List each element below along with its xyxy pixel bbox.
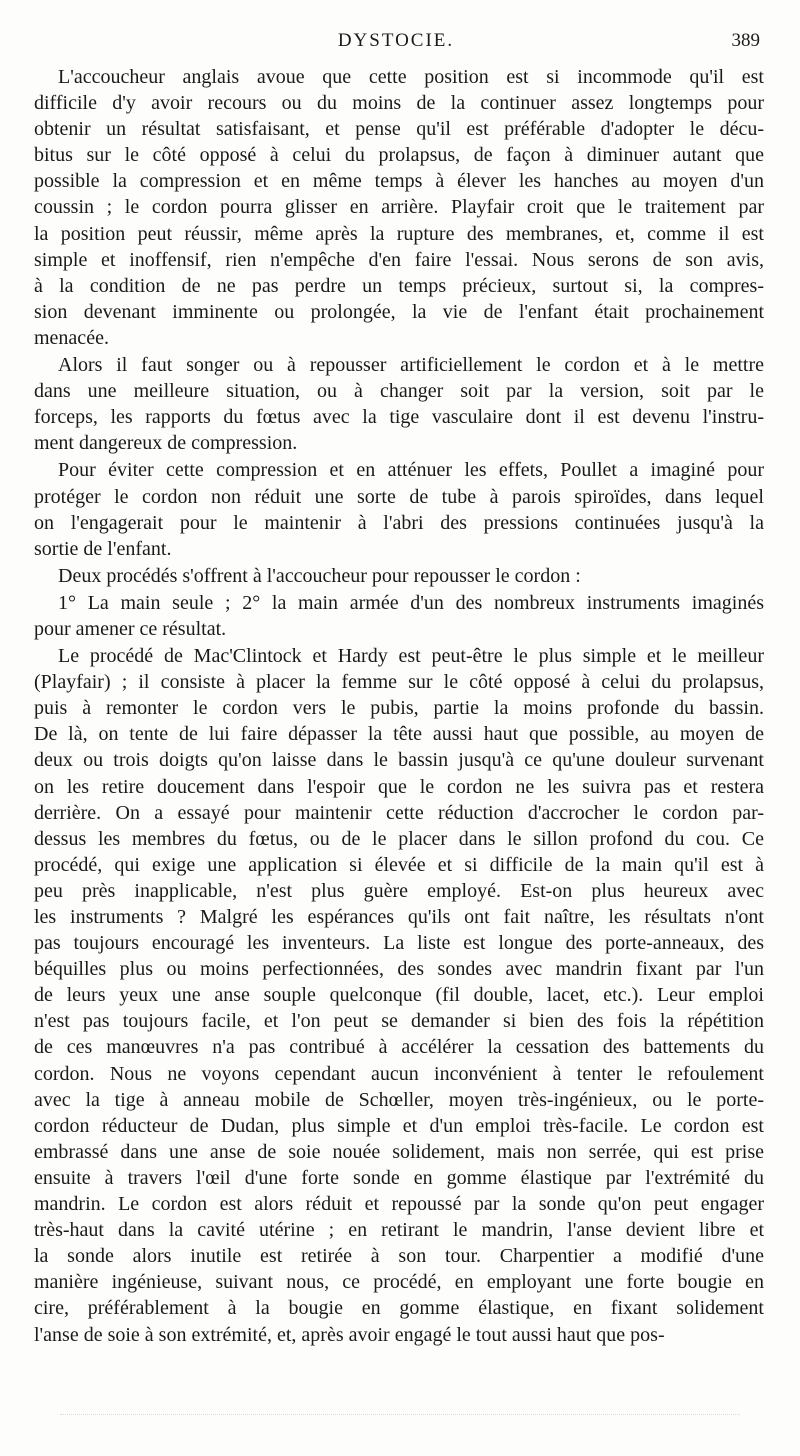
- text-line: embrassé dans une anse de soie nouée solidement, mais non serrée, qui est prise: [34, 1140, 764, 1163]
- page-number: 389: [731, 30, 760, 51]
- text-line: béquilles plus ou moins perfectionnées, des sondes avec mandrin fixant par l'un: [34, 958, 764, 981]
- text-line: la position peut réussir, même après la rupture des membranes, et, comme il est: [34, 222, 764, 245]
- text-line: ensuite à travers l'œil d'une forte sonde en gomme élastique par l'extrémité du: [34, 1166, 764, 1189]
- text-line: cordon. Nous ne voyons cependant aucun inconvénient à tenter le refoulement: [34, 1062, 764, 1085]
- text-line: procédé, qui exige une application si élevée et si difficile de la main qu'il est à: [34, 853, 764, 876]
- text-line: Alors il faut songer ou à repousser artificiellement le cordon et à le mettre: [58, 354, 764, 377]
- text-line: de ces manœuvres n'a pas contribué à accélérer la cessation des battements du: [34, 1036, 764, 1059]
- text-line: pas toujours encouragé les inventeurs. La liste est longue des porte-anneaux, des: [34, 932, 764, 955]
- text-line: menacée.: [34, 326, 109, 349]
- text-line: dessus les membres du fœtus, ou de le placer dans le sillon profond du cou. Ce: [34, 827, 764, 850]
- text-line: manière ingénieuse, suivant nous, ce procédé, en employant une forte bougie en: [34, 1271, 764, 1294]
- paragraph: [34, 589, 764, 642]
- text-line: derrière. On a essayé pour maintenir cette réduction d'accrocher le cordon par-: [34, 801, 764, 824]
- text-line: forceps, les rapports du fœtus avec la tige vasculaire dont il est devenu l'instru-: [34, 406, 764, 429]
- text-line: puis à remonter le cordon vers le pubis, partie la moins profonde du bassin.: [34, 697, 764, 720]
- paragraph: [34, 63, 764, 351]
- text-line: protéger le cordon non réduit une sorte de tube à parois spiroïdes, dans lequel: [34, 485, 764, 508]
- text-line: coussin ; le cordon pourra glisser en arrière. Playfair croit que le traitement par: [34, 196, 764, 219]
- text-line: sortie de l'enfant.: [34, 537, 172, 560]
- text-line: sion devenant imminente ou prolongée, la vie de l'enfant était prochainement: [34, 300, 764, 323]
- text-line: De là, on tente de lui faire dépasser la tête aussi haut que possible, au moyen de: [34, 723, 764, 746]
- text-line: dans une meilleure situation, ou à changer soit par la version, soit par le: [34, 380, 764, 403]
- text-line: mandrin. Le cordon est alors réduit et repoussé par la sonde qu'on peut engager: [34, 1193, 764, 1216]
- paragraph: [34, 562, 764, 589]
- paragraph: [34, 456, 764, 561]
- text-line: ment dangereux de compression.: [34, 432, 298, 455]
- text-line: on les retire doucement dans l'espoir que le cordon ne les suivra pas et restera: [34, 775, 764, 798]
- text-line: difficile d'y avoir recours ou du moins de la continuer assez longtemps pour: [34, 92, 764, 115]
- page-bottom-margin: [60, 1414, 740, 1425]
- running-head: [32, 30, 760, 54]
- text-line: deux ou trois doigts qu'on laisse dans le bassin jusqu'à ce qu'une douleur survenant: [34, 749, 764, 772]
- text-line: Pour éviter cette compression et en atténuer les effets, Poullet a imaginé pour: [58, 459, 764, 482]
- body-text: [34, 63, 764, 1348]
- text-line: pour amener ce résultat.: [34, 617, 227, 640]
- text-line: cordon réducteur de Dudan, plus simple et d'un emploi très-facile. Le cordon est: [34, 1114, 764, 1137]
- text-line: les instruments ? Malgré les espérances qu'ils ont fait naître, les résultats n'ont: [34, 906, 764, 928]
- text-line: n'est pas toujours facile, et l'on peut se demander si bien des fois la répétition: [34, 1010, 764, 1033]
- text-line: possible la compression et en même temps à élever les hanches au moyen d'un: [34, 170, 764, 193]
- text-line: Deux procédés s'offrent à l'accoucheur pour repousser le cordon :: [58, 564, 581, 587]
- text-line: la sonde alors inutile est retirée à son tour. Charpentier a modifié d'une: [34, 1245, 764, 1268]
- text-line: simple et inoffensif, rien n'empêche d'en faire l'essai. Nous serons de son avis,: [34, 248, 764, 271]
- paragraph: [34, 351, 764, 456]
- paragraph: [34, 642, 764, 1348]
- text-line: l'anse de soie à son extrémité, et, après avoir engagé le tout aussi haut que pos-: [34, 1323, 665, 1346]
- running-title: DYSTOCIE.: [337, 30, 455, 51]
- text-line: à la condition de ne pas perdre un temps précieux, surtout si, la compres-: [34, 274, 764, 297]
- text-line: obtenir un résultat satisfaisant, et pense qu'il est préférable d'adopter le décu-: [34, 118, 764, 141]
- text-line: peu près inapplicable, n'est plus guère employé. Est-on plus heureux avec: [34, 879, 764, 902]
- text-line: cire, préférablement à la bougie en gomme élastique, en fixant solidement: [34, 1297, 764, 1320]
- text-line: (Playfair) ; il consiste à placer la femme sur le côté opposé à celui du prolapsus,: [34, 671, 764, 694]
- text-line: Le procédé de Mac'Clintock et Hardy est peut-être le plus simple et le meilleur: [58, 645, 764, 668]
- text-line: 1° La main seule ; 2° la main armée d'un des nombreux instruments imaginés: [58, 591, 764, 614]
- text-line: avec la tige à anneau mobile de Schœller, moyen très-ingénieux, ou le porte-: [34, 1088, 764, 1111]
- text-line: L'accoucheur anglais avoue que cette position est si incommode qu'il est: [58, 66, 764, 88]
- text-line: très-haut dans la cavité utérine ; en retirant le mandrin, l'anse devient libre et: [34, 1219, 764, 1242]
- text-line: bitus sur le côté opposé à celui du prolapsus, de façon à diminuer autant que: [34, 144, 764, 167]
- text-line: on l'engagerait pour le maintenir à l'abri des pressions continuées jusqu'à la: [34, 511, 764, 534]
- text-line: de leurs yeux une anse souple quelconque (fil double, lacet, etc.). Leur emploi: [34, 984, 764, 1007]
